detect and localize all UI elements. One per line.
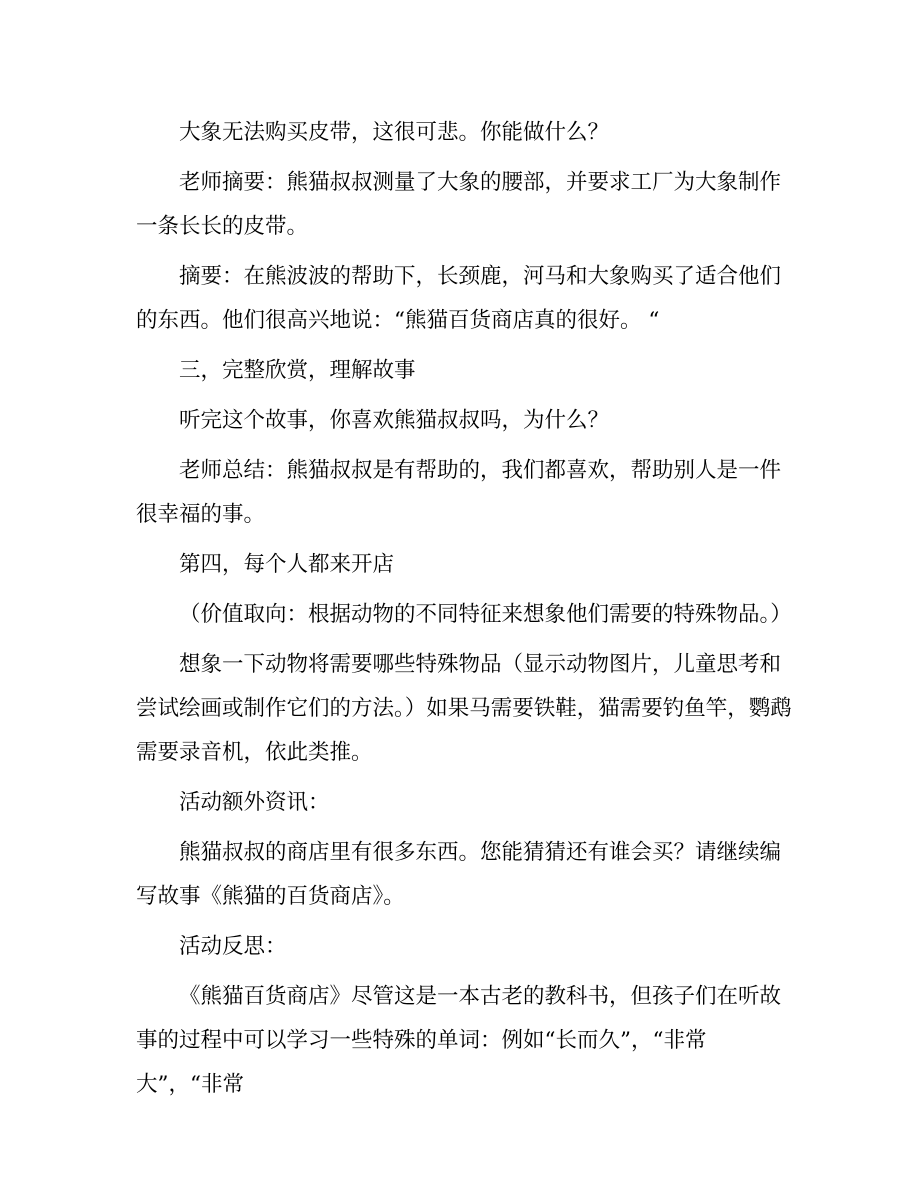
- paragraph-summary-store: 摘要：在熊波波的帮助下，长颈鹿，河马和大象购买了适合他们的东西。他们很高兴地说：“熊猫百货商店真的很好。 “: [136, 264, 782, 333]
- section-heading-open-store: 第四，每个人都来开店: [179, 552, 395, 577]
- heading-extra-info: 活动额外资讯：: [179, 790, 330, 815]
- paragraph-continue-story: 熊猫叔叔的商店里有很多东西。您能猜猜还有谁会买？请继续编写故事《熊猫的百货商店》。: [136, 840, 782, 909]
- paragraph-question: 听完这个故事，你喜欢熊猫叔叔吗，为什么？: [179, 408, 610, 433]
- paragraph-value-orientation: （价值取向：根据动物的不同特征来想象他们需要的特殊物品。）: [179, 602, 792, 627]
- paragraph-reflection: 《熊猫百货商店》尽管这是一本古老的教科书，但孩子们在听故事的过程中可以学习一些特殊的单词：例如“长而久”，“非常大”，“非常: [136, 984, 782, 1097]
- heading-reflection: 活动反思：: [179, 934, 287, 959]
- paragraph-teacher-summary-belt: 老师摘要：熊猫叔叔测量了大象的腰部，并要求工厂为大象制作一条长长的皮带。: [136, 170, 782, 239]
- paragraph-elephant-belt: 大象无法购买皮带，这很可悲。你能做什么？: [179, 120, 610, 145]
- paragraph-imagine-items: 想象一下动物将需要哪些特殊物品（显示动物图片，儿童思考和尝试绘画或制作它们的方法。）如果马需要铁鞋，猫需要钓鱼竿，鹦鹉需要录音机，依此类推。: [136, 652, 792, 765]
- section-heading-appreciate: 三，完整欣赏，理解故事: [179, 358, 416, 383]
- paragraph-teacher-conclusion: 老师总结：熊猫叔叔是有帮助的，我们都喜欢，帮助别人是一件很幸福的事。: [136, 458, 782, 527]
